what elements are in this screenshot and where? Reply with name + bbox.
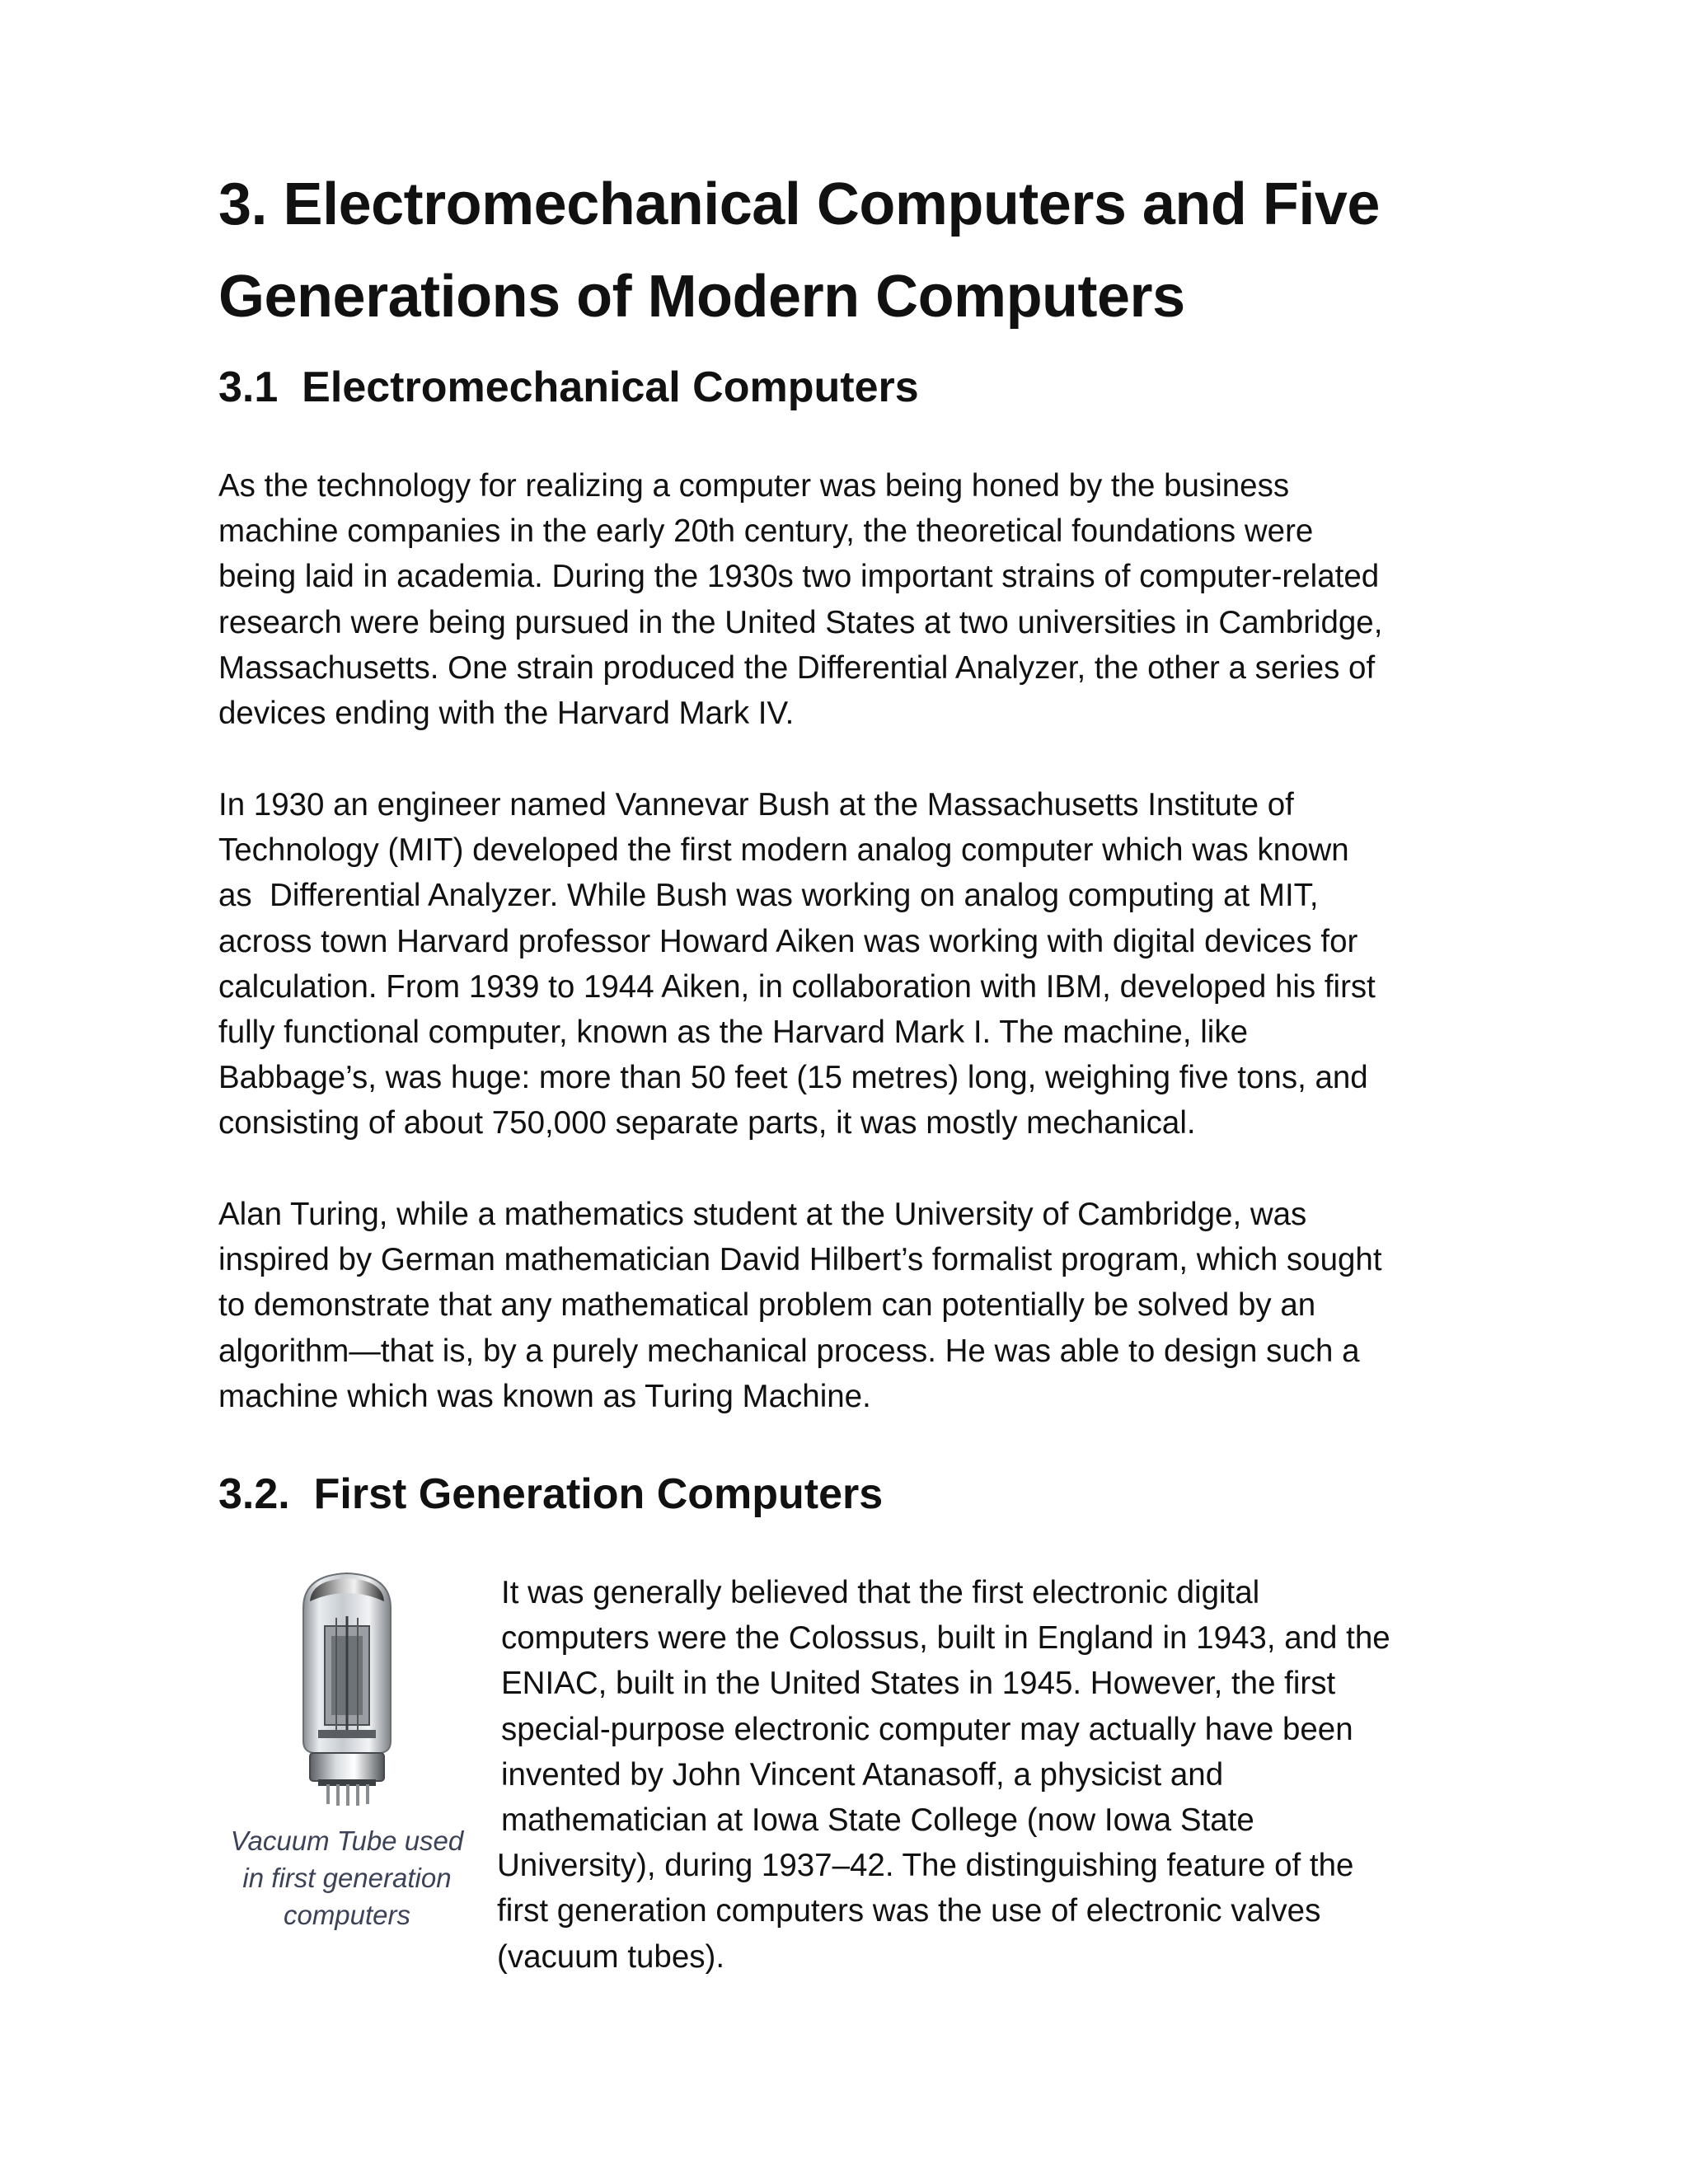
text-line: to demonstrate that any mathematical problem can potentially be solved by an (218, 1287, 1316, 1324)
paragraph-3 (218, 1192, 1504, 1419)
text-line: machine which was known as Turing Machine. (218, 1378, 871, 1414)
section-heading-first-generation: 3.2. First Generation Computers (218, 1470, 884, 1518)
text-line: being laid in academia. During the 1930s two important strains of computer-related (218, 559, 1380, 595)
text-line: Technology (MIT) developed the first modern analog computer which was known (218, 832, 1349, 869)
vacuum-tube-icon (285, 1568, 409, 1807)
text-line: As the technology for realizing a computer was being honed by the business (218, 468, 1290, 504)
text-line: machine companies in the early 20th century, the theoretical foundations were (218, 513, 1314, 550)
text-line: consisting of about 750,000 separate parts, it was mostly mechanical. (218, 1105, 1196, 1141)
caption-line: computers (283, 1900, 411, 1930)
text-line: research were being pursued in the United States at two universities in Cambridge, (218, 604, 1383, 640)
caption-line: in first generation (242, 1863, 452, 1893)
text-line: fully functional computer, known as the Harvard Mark I. The machine, like (218, 1015, 1248, 1051)
paragraph-2 (218, 782, 1504, 1146)
text-line: ENIAC, built in the United States in 1945. However, the first (501, 1666, 1336, 1702)
paragraph-first-generation (497, 1570, 1486, 1980)
text-line: In 1930 an engineer named Vannevar Bush at the Massachusetts Institute of (218, 787, 1294, 823)
text-line: Babbage’s, was huge: more than 50 feet (15 metres) long, weighing five tons, and (218, 1060, 1368, 1096)
text-line: Massachusetts. One strain produced the Differential Analyzer, the other a series of (218, 649, 1376, 686)
text-line: calculation. From 1939 to 1944 Aiken, in collaboration with IBM, developed his first (218, 968, 1376, 1005)
paragraph-1 (218, 463, 1504, 736)
text-line: first generation computers was the use of electronic valves (497, 1893, 1321, 1929)
text-line: algorithm—that is, by a purely mechanical process. He was able to design such a (218, 1333, 1360, 1369)
text-line: Alan Turing, while a mathematics student at the University of Cambridge, was (218, 1197, 1307, 1232)
text-line: University), during 1937–42. The distinguishing feature of the (497, 1848, 1354, 1884)
text-line: as Differential Analyzer. While Bush was working on analog computing at MIT, (218, 878, 1319, 914)
section-heading-electromechanical: 3.1 Electromechanical Computers (218, 363, 919, 411)
text-line: It was generally believed that the first electronic digital (501, 1575, 1260, 1610)
text-line: devices ending with the Harvard Mark IV. (218, 696, 795, 732)
vacuum-tube-figure (219, 1568, 475, 1933)
text-line: special-purpose electronic computer may actually have been (501, 1711, 1353, 1747)
text-line: across town Harvard professor Howard Aiken was working with digital devices for (218, 923, 1358, 959)
text-line: invented by John Vincent Atanasoff, a physicist and (501, 1756, 1224, 1793)
figure-caption (219, 1822, 475, 1933)
text-line: mathematician at Iowa State College (now Iowa State (501, 1802, 1254, 1839)
chapter-title: 3. Electromechanical Computers and Five Generations of Modern Computers (218, 171, 1380, 330)
text-line: inspired by German mathematician David Hilbert’s formalist program, which sought (218, 1242, 1382, 1278)
caption-line: Vacuum Tube used (230, 1825, 464, 1856)
text-line: (vacuum tubes). (497, 1938, 725, 1975)
text-line: computers were the Colossus, built in England in 1943, and the (501, 1620, 1390, 1657)
